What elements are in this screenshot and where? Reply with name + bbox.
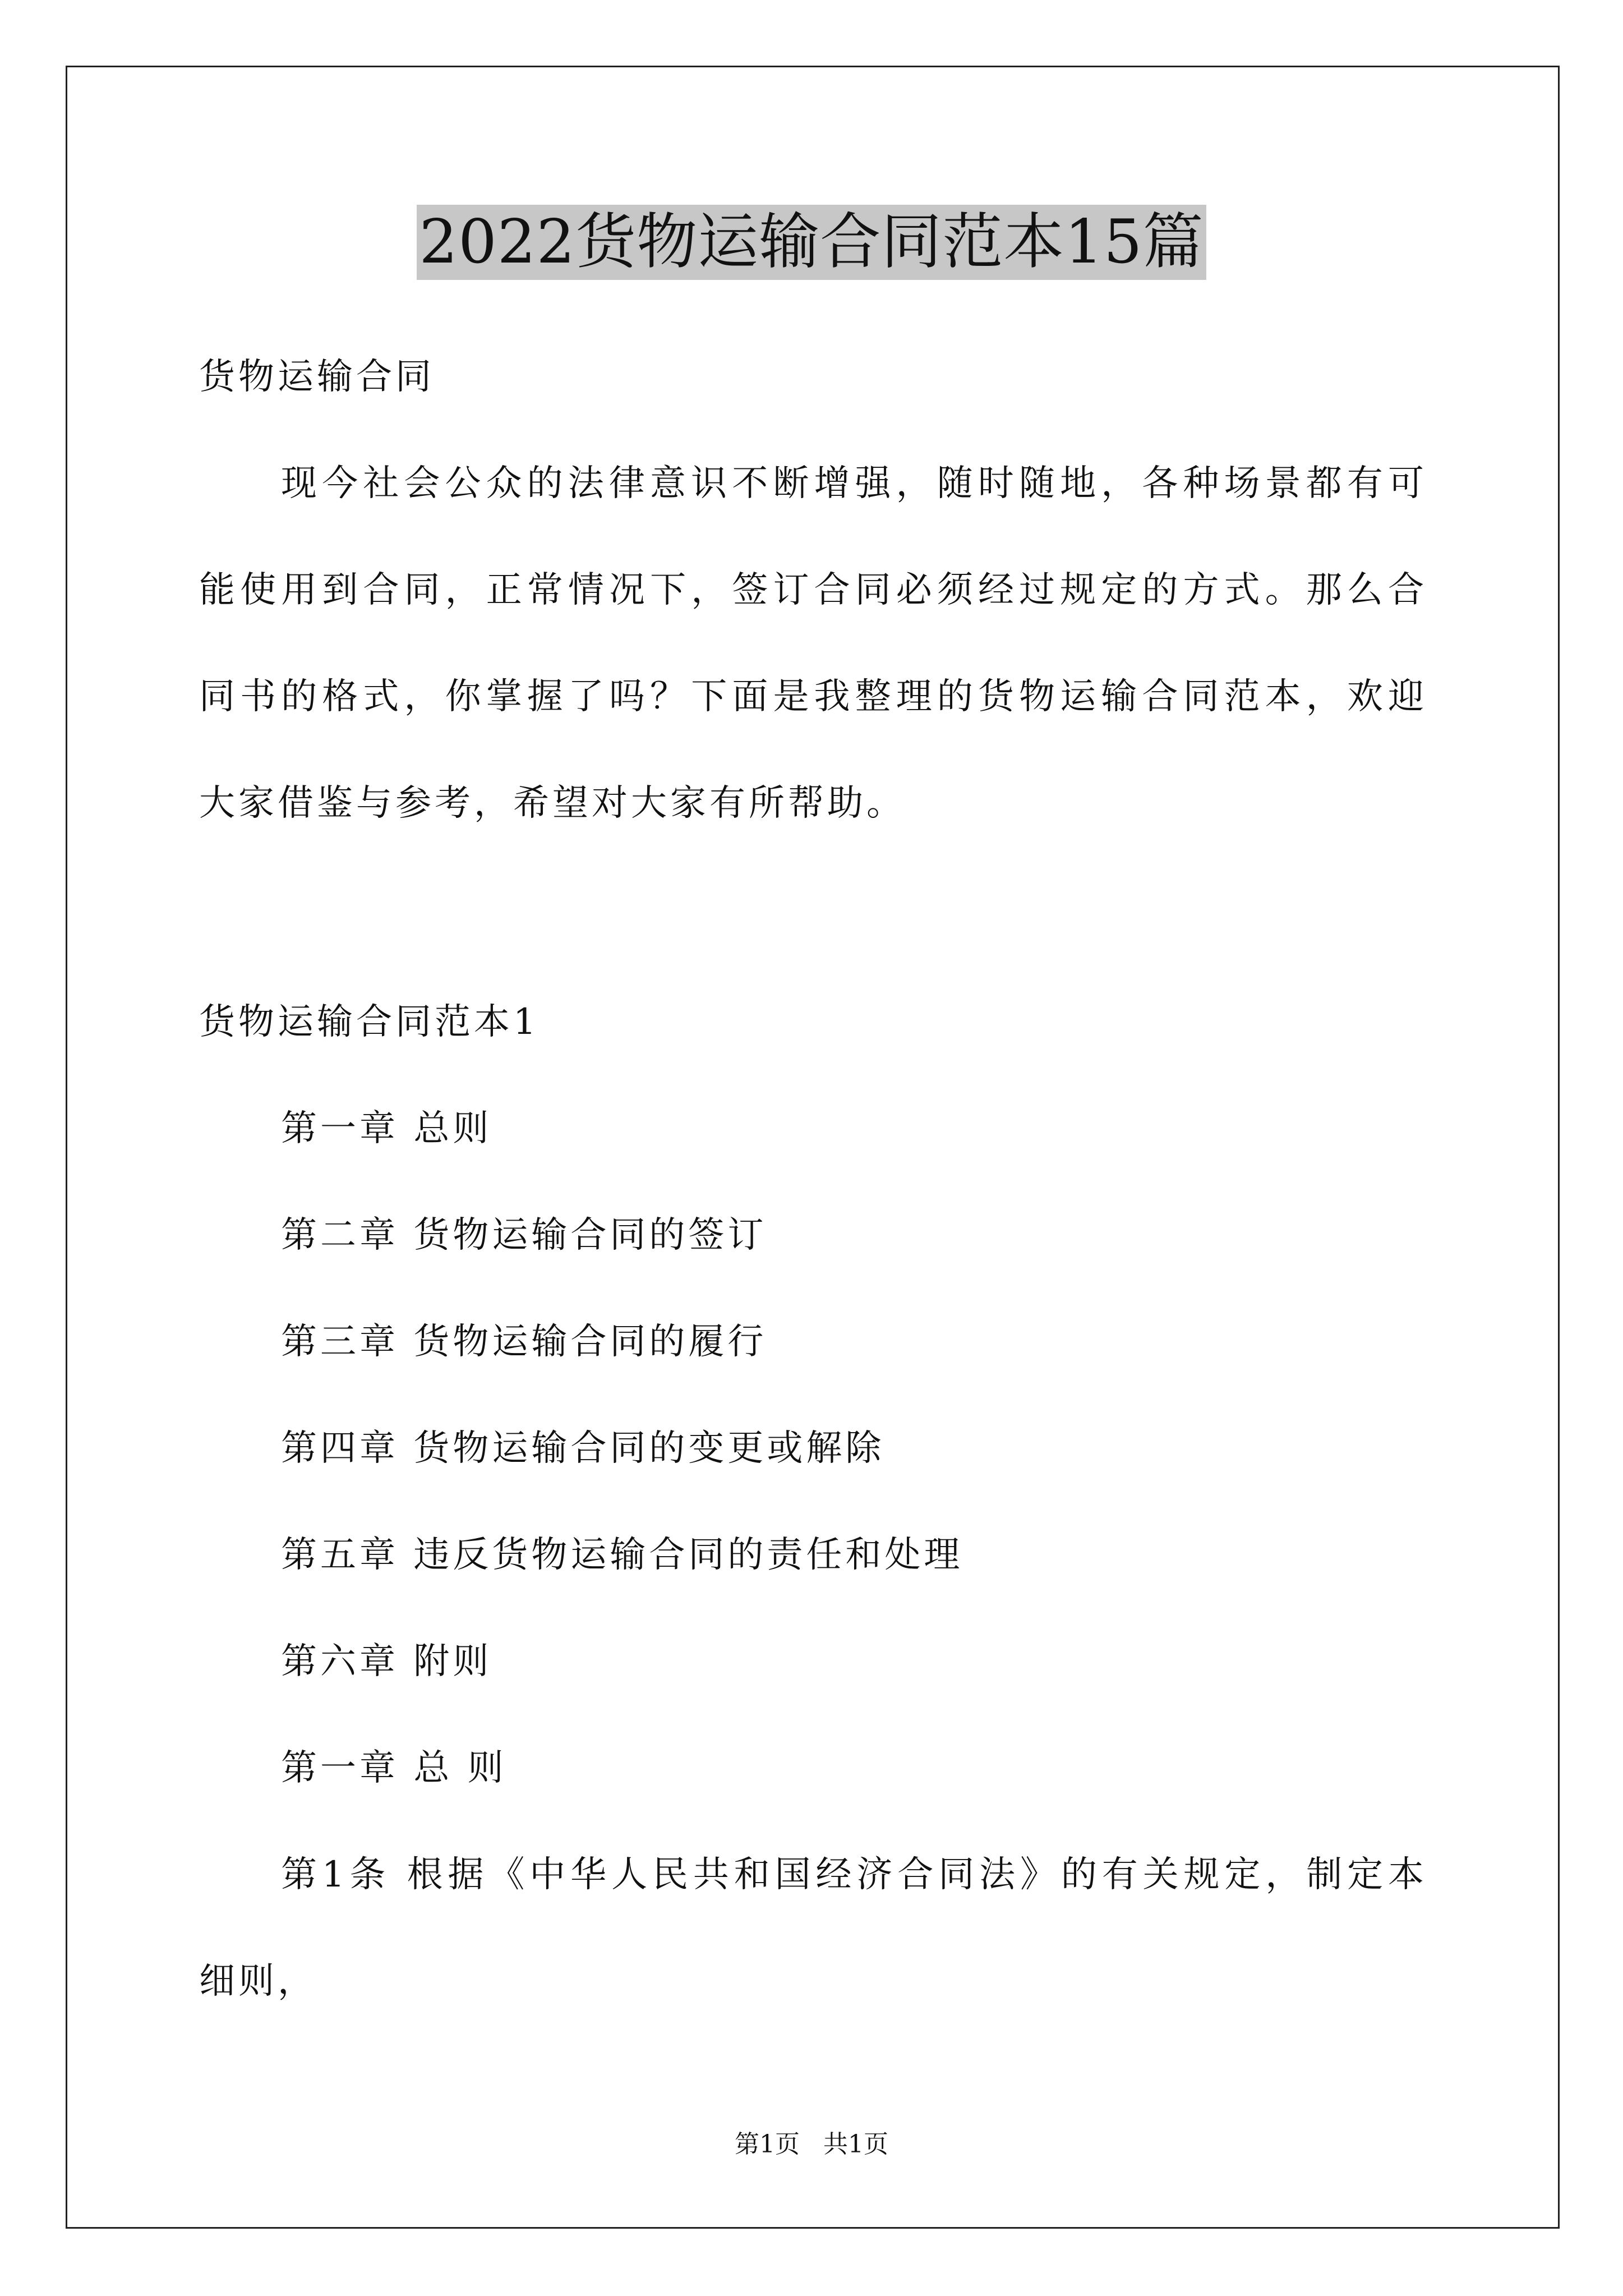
intro-paragraph-line-2: 能使用到合同，正常情况下，签订合同必须经过规定的方式。那么合: [199, 569, 1427, 611]
chapter-item: 第六章 附则: [281, 1641, 492, 1682]
intro-paragraph-line-4: 大家借鉴与参考，希望对大家有所帮助。: [199, 783, 906, 824]
page-number: 第1页: [735, 2130, 800, 2159]
chapter-item: 第三章 货物运输合同的履行: [281, 1321, 767, 1363]
page-total: 共1页: [823, 2130, 888, 2159]
chapter-item: 第一章 总则: [281, 1108, 492, 1149]
chapter-heading-general: 第一章 总 则: [281, 1747, 507, 1789]
article-line-2: 细则，: [199, 1961, 317, 2002]
sample-heading: 货物运输合同范本1: [199, 1001, 540, 1043]
intro-paragraph-line-3: 同书的格式，你掌握了吗？下面是我整理的货物运输合同范本，欢迎: [199, 676, 1427, 717]
article-line-1: 第1条 根据《中华人民共和国经济合同法》的有关规定，制定本: [281, 1854, 1427, 1895]
page-footer: [0, 2129, 1623, 2160]
chapter-item: 第五章 违反货物运输合同的责任和处理: [281, 1534, 963, 1576]
chapter-item: 第二章 货物运输合同的签订: [281, 1214, 767, 1256]
document-title: 2022货物运输合同范本15篇: [417, 205, 1206, 280]
title-container: [0, 205, 1623, 280]
intro-paragraph-line-1: 现今社会公众的法律意识不断增强，随时随地，各种场景都有可: [281, 463, 1427, 504]
chapter-item: 第四章 货物运输合同的变更或解除: [281, 1428, 885, 1469]
intro-heading: 货物运输合同: [199, 356, 435, 398]
